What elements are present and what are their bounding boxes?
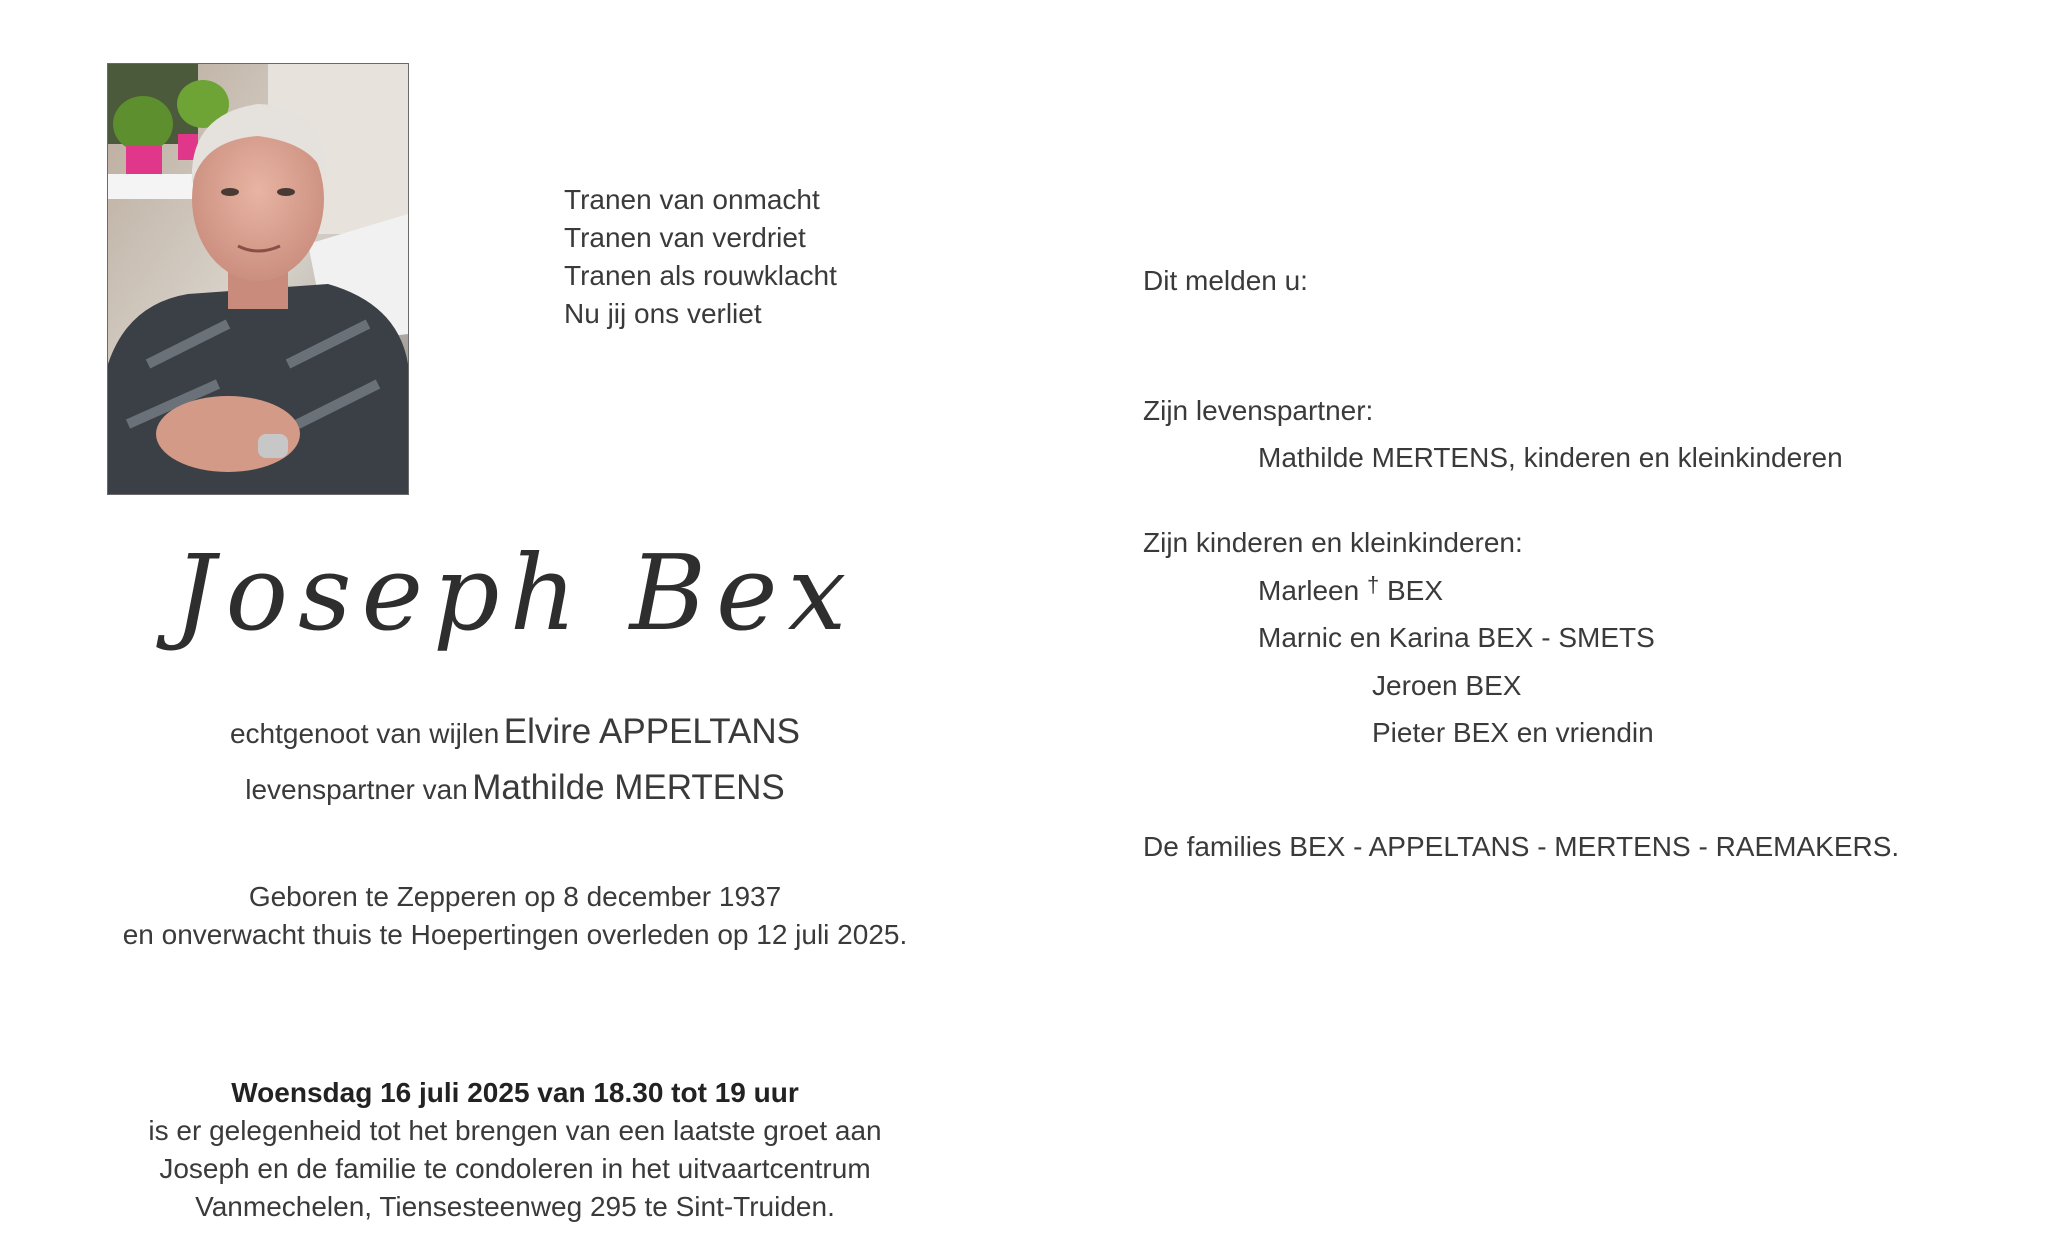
poem-line: Tranen van onmacht [564,184,820,215]
visitation-line: Joseph en de familie te condoleren in het uitvaartcentrum [159,1153,871,1184]
visitation-line: Vanmechelen, Tiensesteenweg 295 te Sint-Truiden. [195,1191,835,1222]
child-last-name: BEX [1386,575,1444,606]
partner-name: Mathilde MERTENS [472,768,785,807]
spouse-line [0,712,1030,752]
portrait-photo [107,63,409,495]
spouse-name: Elvire APPELTANS [503,712,801,751]
dagger-icon: † [1366,572,1380,597]
poem [564,181,837,333]
partner-prefix: levenspartner van [245,774,468,805]
partner-heading: Zijn levenspartner: [1143,395,1374,426]
death-line: en onverwacht thuis te Hoepertingen overleden op 12 juli 2025. [122,919,908,950]
child-first-name: Marleen [1258,575,1360,606]
child-line: Marnic en Karina BEX - SMETS [1258,622,1655,653]
child-line [1258,572,1443,612]
partner-line [0,768,1030,808]
deceased-name: Joseph Bex [173,532,857,654]
grandchild-line: Pieter BEX en vriendin [1372,717,1654,748]
birth-death-info [0,878,1030,954]
birth-line: Geboren te Zepperen op 8 december 1937 [248,881,782,912]
visitation-heading: Woensdag 16 juli 2025 van 18.30 tot 19 uur [231,1077,799,1108]
announcement-intro: Dit melden u: [1143,265,1308,296]
poem-line: Tranen als rouwklacht [564,260,837,291]
visitation-info [0,1074,1030,1226]
partner-family-line: Mathilde MERTENS, kinderen en kleinkinderen [1258,442,1843,473]
children-heading: Zijn kinderen en kleinkinderen: [1143,527,1523,558]
families-line: De families BEX - APPELTANS - MERTENS - RAEMAKERS. [1143,831,1900,862]
spouse-prefix: echtgenoot van wijlen [229,718,500,749]
poem-line: Nu jij ons verliet [564,298,762,329]
grandchild-line: Jeroen BEX [1372,670,1522,701]
poem-line: Tranen van verdriet [564,222,806,253]
visitation-line: is er gelegenheid tot het brengen van een laatste groet aan [148,1115,882,1146]
